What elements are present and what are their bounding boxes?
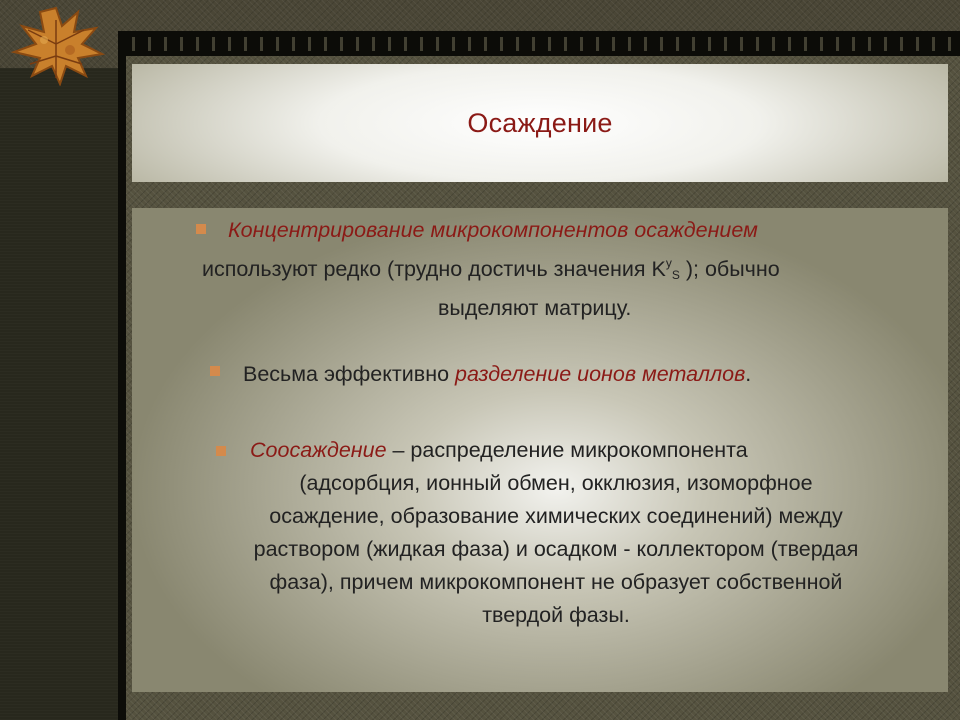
bullet-3-line-1	[176, 434, 936, 467]
bullet-2-prefix: Весьма эффективно	[243, 362, 455, 386]
bullet-1-line-3-text: выделяют матрицу.	[438, 296, 632, 320]
bullet-2-suffix: .	[745, 362, 752, 386]
bullet-3-line-1-rest: – распределение микрокомпонента	[386, 438, 748, 462]
autumn-leaf-icon	[4, 0, 108, 86]
ks-subscript: S	[671, 268, 680, 282]
bullet-1-line-3	[202, 292, 922, 325]
bullet-item-2	[243, 358, 751, 391]
bullet-1-line-2	[202, 247, 922, 292]
bullet-item-1	[202, 214, 922, 325]
slide-title: Осаждение	[467, 107, 613, 138]
bullet-3-line-4: раствором (жидкая фаза) и осадком - коллектором (твердая	[253, 537, 859, 561]
bullet-3-line-6: твердой фазы.	[482, 603, 630, 627]
leaf-shape	[14, 8, 102, 84]
bullet-1-line-2-text: используют редко (трудно достичь значения K	[202, 257, 666, 281]
stitch-decoration	[124, 37, 960, 51]
title-bar	[132, 64, 948, 182]
bullet-1-line-1	[202, 214, 922, 247]
content-box	[132, 208, 948, 692]
bullet-3-line-3: осаждение, образование химических соединений) между	[269, 504, 843, 528]
bullet-3-highlight: Соосаждение	[250, 438, 387, 462]
bullet-1-line-2-tail: ); обычно	[679, 257, 780, 281]
ks-superscript: y	[665, 256, 672, 270]
left-frame-border	[0, 68, 118, 720]
bullet-2-highlight: разделение ионов металлов	[455, 362, 746, 386]
bullet-3-line-5: фаза), причем микрокомпонент не образует собственной	[269, 570, 843, 594]
bullet-3-line-2: (адсорбция, ионный обмен, окклюзия, изоморфное	[299, 471, 813, 495]
bullet-item-3	[176, 434, 936, 632]
square-bullet-icon	[210, 366, 220, 376]
bullet-1-highlight: Концентрирование микрокомпонентов осаждением	[228, 218, 758, 242]
